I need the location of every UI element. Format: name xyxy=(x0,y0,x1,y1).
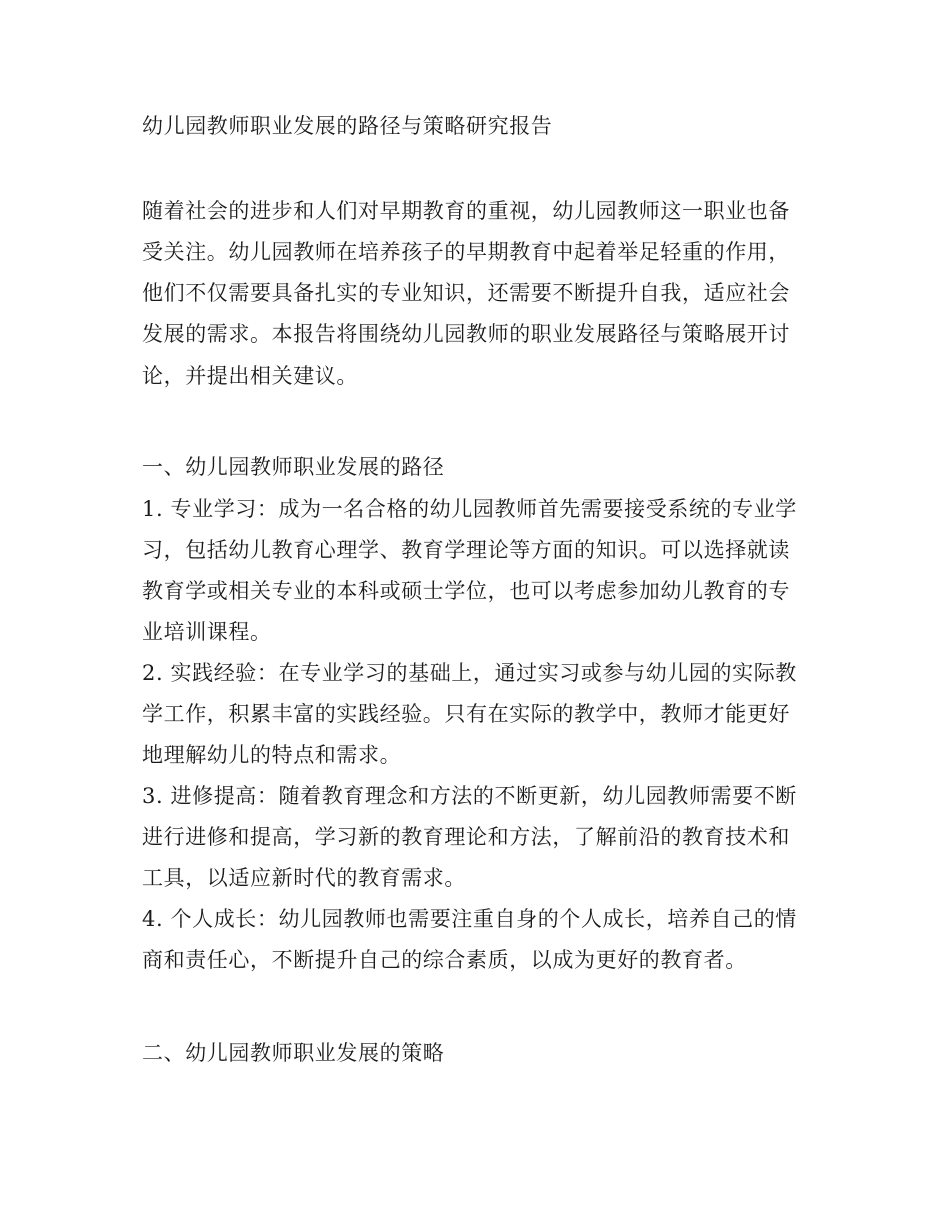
body-line: 教育学或相关专业的本科或硕士学位，也可以考虑参加幼儿教育的专 xyxy=(142,579,790,603)
section-heading-strategies: 二、幼儿园教师职业发展的策略 xyxy=(142,1041,445,1065)
body-line: 1. 专业学习：成为一名合格的幼儿园教师首先需要接受系统的专业学 xyxy=(142,497,797,521)
body-line: 3. 进修提高：随着教育理念和方法的不断更新，幼儿园教师需要不断 xyxy=(142,784,797,808)
body-line: 学工作，积累丰富的实践经验。只有在实际的教学中，教师才能更好 xyxy=(142,702,790,726)
body-line: 地理解幼儿的特点和需求。 xyxy=(142,743,402,767)
intro-line: 论，并提出相关建议。 xyxy=(142,364,358,388)
intro-line: 随着社会的进步和人们对早期教育的重视，幼儿园教师这一职业也备 xyxy=(142,199,790,223)
intro-line: 受关注。幼儿园教师在培养孩子的早期教育中起着举足轻重的作用， xyxy=(142,240,790,264)
intro-line: 他们不仅需要具备扎实的专业知识，还需要不断提升自我，适应社会 xyxy=(142,281,790,305)
body-line: 习，包括幼儿教育心理学、教育学理论等方面的知识。可以选择就读 xyxy=(142,538,790,562)
section-heading-paths: 一、幼儿园教师职业发展的路径 xyxy=(142,455,445,479)
body-line: 2. 实践经验：在专业学习的基础上，通过实习或参与幼儿园的实际教 xyxy=(142,661,797,685)
body-line: 4. 个人成长：幼儿园教师也需要注重自身的个人成长，培养自己的情 xyxy=(142,907,797,931)
intro-line: 发展的需求。本报告将围绕幼儿园教师的职业发展路径与策略展开讨 xyxy=(142,322,790,346)
body-line: 进行进修和提高，学习新的教育理论和方法，了解前沿的教育技术和 xyxy=(142,825,790,849)
body-line: 商和责任心，不断提升自己的综合素质，以成为更好的教育者。 xyxy=(142,948,747,972)
body-line: 业培训课程。 xyxy=(142,620,272,644)
document-title: 幼儿园教师职业发展的路径与策略研究报告 xyxy=(142,114,553,138)
body-line: 工具，以适应新时代的教育需求。 xyxy=(142,866,466,890)
